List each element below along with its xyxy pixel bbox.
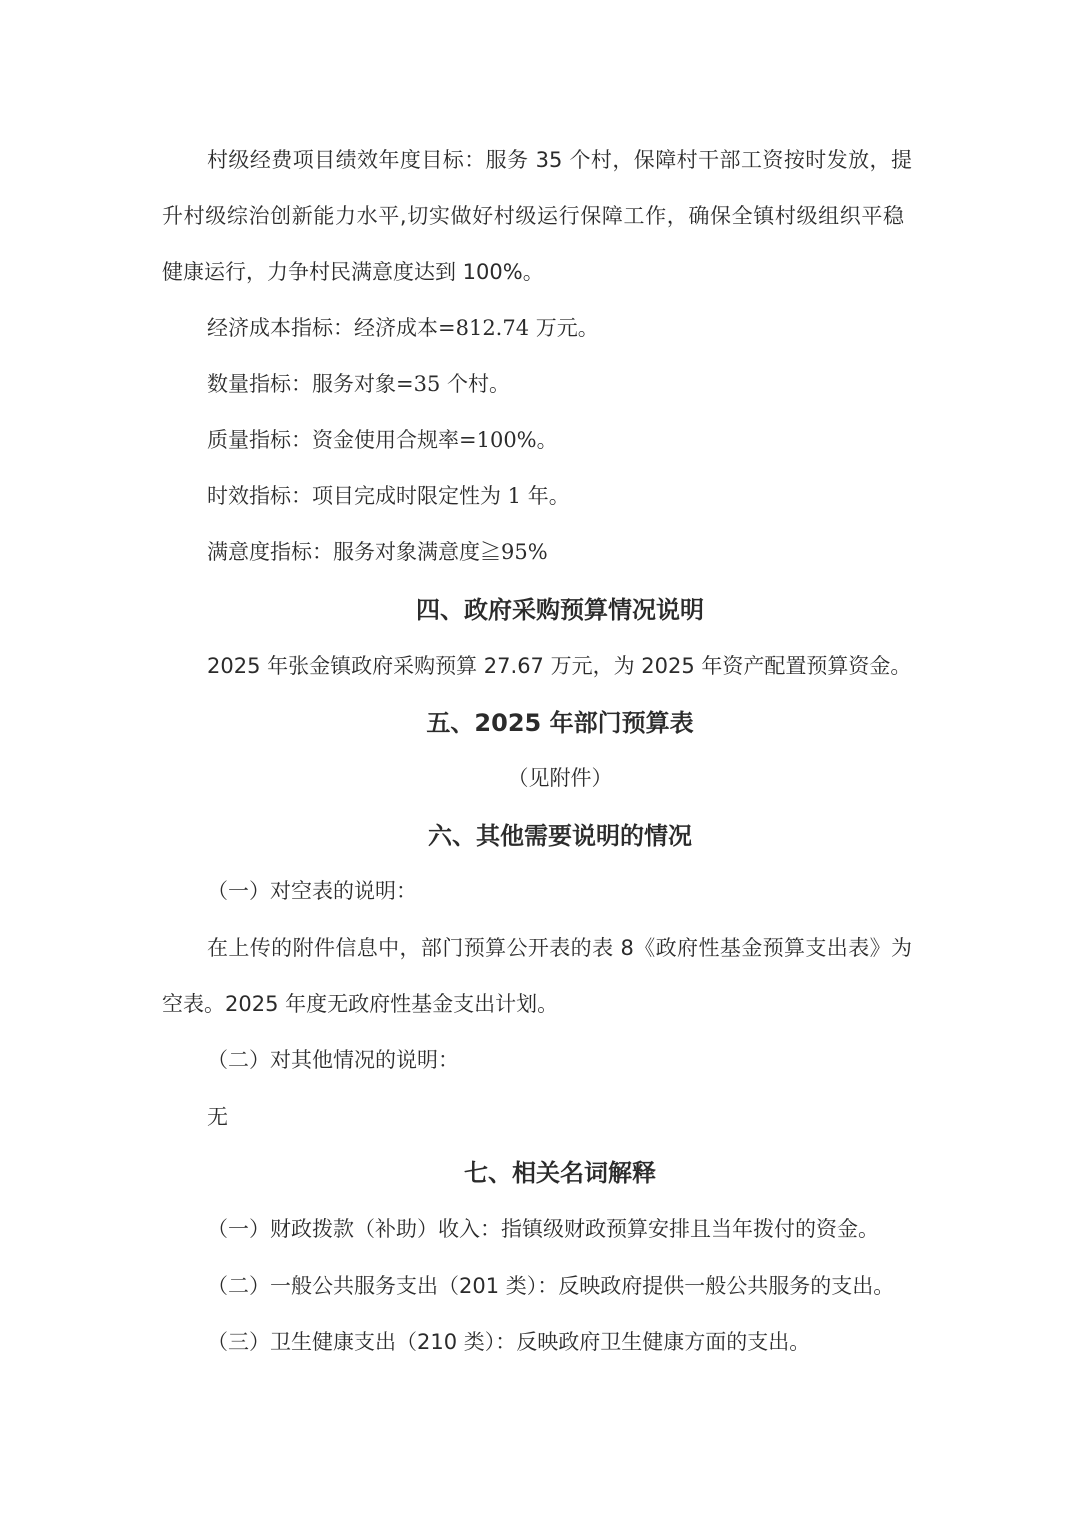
subsection-heading: （二）对其他情况的说明：: [207, 1048, 459, 1072]
indicator-quantity: 数量指标：服务对象=35 个村。: [207, 372, 510, 396]
attachment-note: （见附件）: [507, 766, 613, 790]
paragraph-line: 无: [207, 1105, 228, 1129]
indicator-satisfaction: 满意度指标：服务对象满意度≧95%: [207, 540, 548, 564]
subsection-heading: （一）对空表的说明：: [207, 879, 417, 903]
term-definition: （三）卫生健康支出（210 类）：反映政府卫生健康方面的支出。: [207, 1330, 811, 1354]
section-heading: 七、相关名词解释: [464, 1159, 656, 1187]
indicator-timeliness: 时效指标：项目完成时限定性为 1 年。: [207, 484, 570, 508]
section-heading: 五、2025 年部门预算表: [426, 709, 694, 737]
term-definition: （二）一般公共服务支出（201 类）：反映政府提供一般公共服务的支出。: [207, 1274, 895, 1298]
paragraph-line: 空表。2025 年度无政府性基金支出计划。: [162, 992, 559, 1016]
paragraph-line: 2025 年张金镇政府采购预算 27.67 万元，为 2025 年资产配置预算资金。: [207, 654, 912, 678]
paragraph-line: 健康运行，力争村民满意度达到 100%。: [162, 260, 544, 284]
paragraph-line: 村级经费项目绩效年度目标：服务 35 个村，保障村干部工资按时发放，提: [207, 148, 912, 172]
paragraph-line: 升村级综治创新能力水平,切实做好村级运行保障工作，确保全镇村级组织平稳: [162, 204, 904, 228]
indicator-cost: 经济成本指标：经济成本=812.74 万元。: [207, 316, 599, 340]
section-heading: 四、政府采购预算情况说明: [416, 596, 704, 624]
indicator-quality: 质量指标：资金使用合规率=100%。: [207, 428, 558, 452]
paragraph-line: 在上传的附件信息中，部门预算公开表的表 8《政府性基金预算支出表》为: [207, 936, 912, 960]
term-definition: （一）财政拨款（补助）收入：指镇级财政预算安排且当年拨付的资金。: [207, 1217, 879, 1241]
section-heading: 六、其他需要说明的情况: [428, 822, 692, 850]
